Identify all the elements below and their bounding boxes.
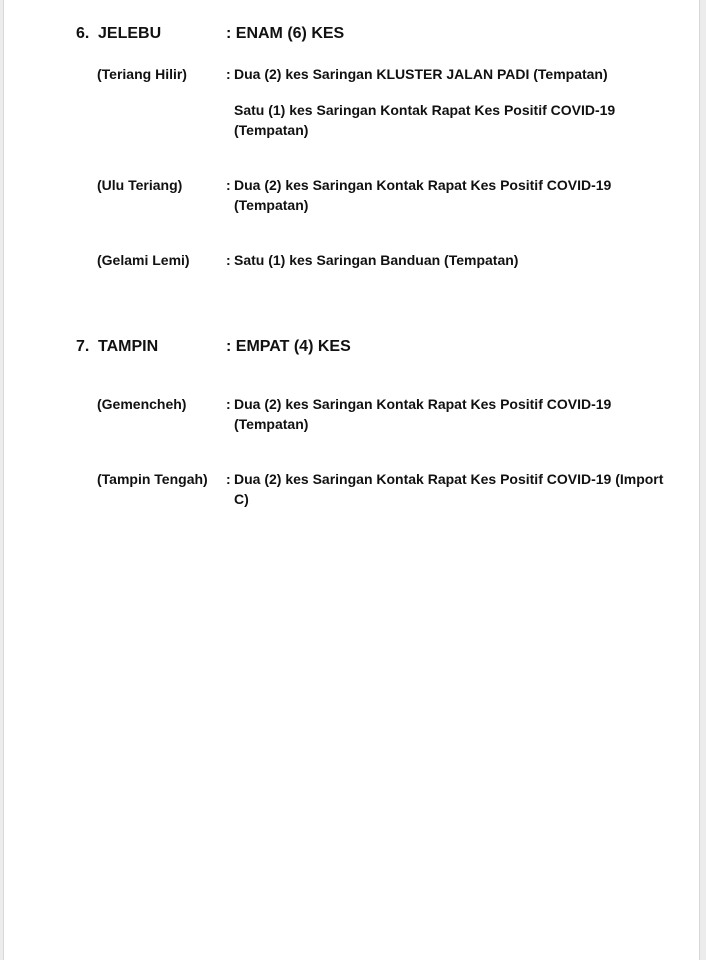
case-detail-text: Dua (2) kes Saringan Kontak Rapat Kes Positif COVID-19 (Tempatan) <box>234 177 612 213</box>
area-name: (Teriang Hilir) <box>97 66 187 82</box>
area-detail <box>226 100 666 140</box>
area-name: (Gemencheh) <box>97 396 187 412</box>
district-number: 6. <box>76 25 90 42</box>
district-case-total: : EMPAT (4) KES <box>226 338 351 355</box>
area-detail <box>226 175 666 215</box>
area-name: (Gelami Lemi) <box>97 252 190 268</box>
case-detail-text: Dua (2) kes Saringan Kontak Rapat Kes Positif COVID-19 (Tempatan) <box>234 396 612 432</box>
district-number: 7. <box>76 338 90 355</box>
detail-colon: : <box>226 66 231 82</box>
district-name: JELEBU <box>98 25 162 42</box>
detail-colon: : <box>226 252 231 268</box>
detail-colon: : <box>226 471 231 487</box>
detail-colon: : <box>226 396 231 412</box>
area-name: (Ulu Teriang) <box>97 177 183 193</box>
area-detail <box>226 64 666 84</box>
document-page <box>3 0 700 960</box>
area-detail <box>226 469 666 509</box>
district-name: TAMPIN <box>98 338 159 355</box>
detail-colon: : <box>226 177 231 193</box>
case-detail-text: Satu (1) kes Saringan Banduan (Tempatan) <box>234 252 519 268</box>
area-detail <box>226 394 666 434</box>
district-case-total: : ENAM (6) KES <box>226 25 345 42</box>
area-name: (Tampin Tengah) <box>97 471 208 487</box>
area-detail <box>226 250 666 270</box>
case-detail-text: Dua (2) kes Saringan KLUSTER JALAN PADI (Tempatan) <box>234 66 608 82</box>
case-detail-text: Dua (2) kes Saringan Kontak Rapat Kes Positif COVID-19 (Import C) <box>234 471 664 507</box>
case-detail-text: Satu (1) kes Saringan Kontak Rapat Kes Positif COVID-19 (Tempatan) <box>234 102 616 138</box>
